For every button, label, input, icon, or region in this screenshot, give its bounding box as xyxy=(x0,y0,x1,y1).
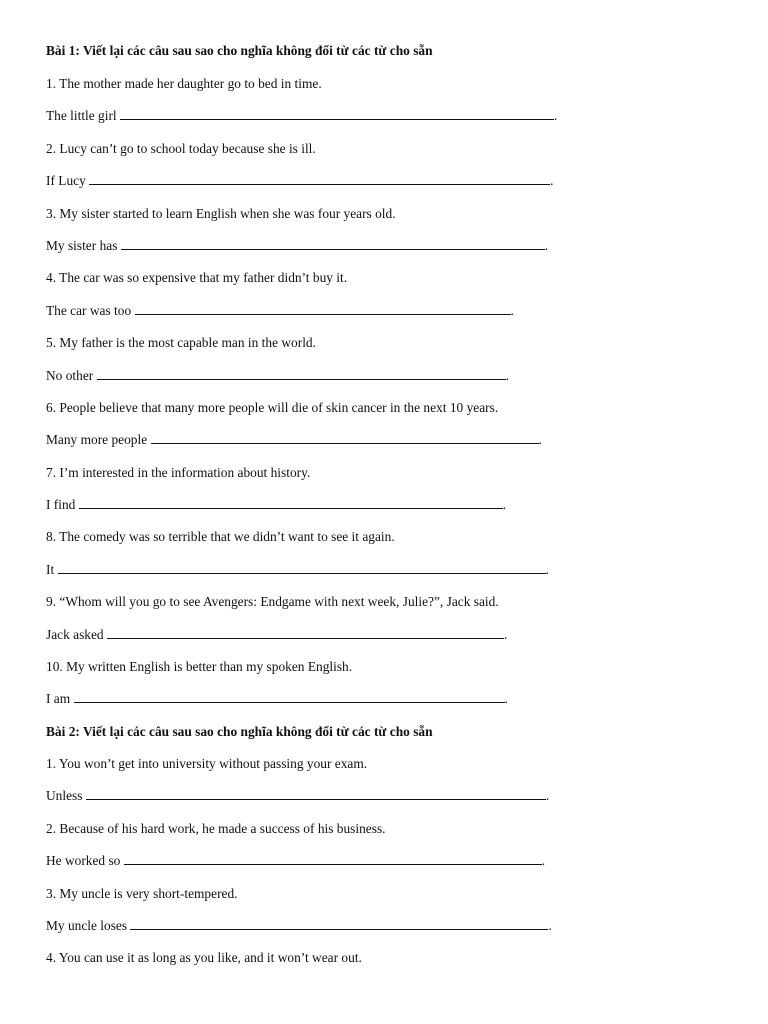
s1-q10-answer-blank[interactable] xyxy=(74,690,505,703)
s2-q3-answer-start: My uncle loses xyxy=(46,918,128,933)
s2-q2-answer-blank[interactable] xyxy=(124,852,542,865)
s1-q2-prompt: 2. Lucy can’t go to school today because she is ill. xyxy=(46,141,316,156)
s1-q2-answer-line xyxy=(46,172,554,190)
s1-q8-answer-line xyxy=(46,561,549,579)
s1-q9-answer-start: Jack asked xyxy=(46,627,104,642)
s1-q6-answer-blank[interactable] xyxy=(151,431,539,444)
s2-q3-answer-line xyxy=(46,917,552,935)
s1-q6-answer-line xyxy=(46,431,542,449)
section2-heading: Bài 2: Viết lại các câu sau sao cho nghĩa không đổi từ các từ cho sẵn xyxy=(46,724,433,739)
s1-q6-answer-start: Many more people xyxy=(46,432,148,447)
s1-q3-answer-blank[interactable] xyxy=(121,237,545,250)
s1-q5-prompt: 5. My father is the most capable man in the world. xyxy=(46,335,316,350)
s1-q2-answer-start: If Lucy xyxy=(46,173,86,188)
s1-q1-answer-line xyxy=(46,107,557,125)
s2-q1-prompt: 1. You won’t get into university without passing your exam. xyxy=(46,756,368,771)
s1-q3-prompt: 3. My sister started to learn English when she was four years old. xyxy=(46,206,396,221)
s2-q2-answer-end: . xyxy=(541,853,546,868)
s1-q7-prompt: 7. I’m interested in the information about history. xyxy=(46,465,311,480)
s1-q6-answer-end: . xyxy=(538,432,542,447)
s1-q8-answer-start: It xyxy=(46,562,55,577)
s2-q1-answer-blank[interactable] xyxy=(86,787,546,800)
s2-q1-answer-line xyxy=(46,787,549,805)
s1-q4-answer-line xyxy=(46,302,514,320)
s1-q7-answer-line xyxy=(46,496,506,514)
s1-q3-answer-line xyxy=(46,237,548,255)
s1-q4-answer-end: . xyxy=(510,303,514,318)
s1-q1-answer-end: . xyxy=(554,108,558,123)
s1-q5-answer-line xyxy=(46,367,509,385)
s2-q2-answer-start: He worked so xyxy=(46,853,121,868)
s1-q3-answer-start: My sister has xyxy=(46,238,118,253)
s1-q4-answer-blank[interactable] xyxy=(135,302,511,315)
s2-q2-prompt: 2. Because of his hard work, he made a success of his business. xyxy=(46,821,386,836)
section1-heading: Bài 1: Viết lại các câu sau sao cho nghĩa không đổi từ các từ cho sẵn xyxy=(46,43,433,58)
s1-q9-prompt: 9. “Whom will you go to see Avengers: Endgame with next week, Julie?”, Jack said. xyxy=(46,594,499,609)
s1-q8-answer-end: . xyxy=(545,562,549,577)
s1-q4-prompt: 4. The car was so expensive that my father didn’t buy it. xyxy=(46,270,348,285)
s1-q5-answer-blank[interactable] xyxy=(97,367,506,380)
s1-q1-answer-start: The little girl xyxy=(46,108,117,123)
s1-q10-answer-line xyxy=(46,690,508,708)
s1-q7-answer-blank[interactable] xyxy=(79,496,503,509)
s1-q9-answer-end: . xyxy=(504,627,508,642)
s1-q7-answer-end: . xyxy=(502,497,507,512)
s1-q2-answer-blank[interactable] xyxy=(89,172,550,185)
s1-q5-answer-start: No other xyxy=(46,368,94,383)
s2-q1-answer-start: Unless xyxy=(46,788,83,803)
s1-q10-answer-start: I am xyxy=(46,691,71,706)
s1-q5-answer-end: . xyxy=(505,368,509,383)
s1-q7-answer-start: I find xyxy=(46,497,76,512)
s2-q3-answer-end: . xyxy=(548,918,552,933)
s2-q2-answer-line xyxy=(46,852,545,870)
s2-q4-prompt: 4. You can use it as long as you like, and it won’t wear out. xyxy=(46,950,362,965)
s1-q8-prompt: 8. The comedy was so terrible that we didn’t want to see it again. xyxy=(46,529,395,544)
s1-q3-answer-end: . xyxy=(544,238,549,253)
s1-q6-prompt: 6. People believe that many more people will die of skin cancer in the next 10 years. xyxy=(46,400,499,415)
s1-q1-prompt: 1. The mother made her daughter go to bed in time. xyxy=(46,76,322,91)
s1-q4-answer-start: The car was too xyxy=(46,303,132,318)
s1-q10-answer-end: . xyxy=(504,691,508,706)
s1-q9-answer-blank[interactable] xyxy=(107,626,504,639)
s2-q1-answer-end: . xyxy=(545,788,550,803)
s1-q2-answer-end: . xyxy=(550,173,554,188)
s1-q9-answer-line xyxy=(46,626,507,644)
s2-q3-prompt: 3. My uncle is very short-tempered. xyxy=(46,886,238,901)
s1-q8-answer-blank[interactable] xyxy=(58,561,546,574)
s1-q1-answer-blank[interactable] xyxy=(120,107,554,120)
s2-q3-answer-blank[interactable] xyxy=(130,917,548,930)
s1-q10-prompt: 10. My written English is better than my spoken English. xyxy=(46,659,353,674)
